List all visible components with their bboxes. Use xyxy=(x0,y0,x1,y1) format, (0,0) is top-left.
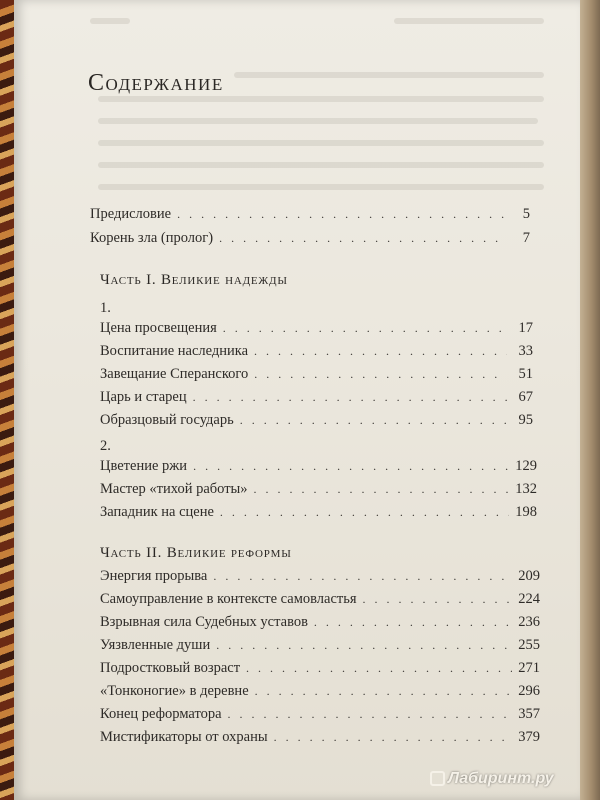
toc-entry xyxy=(100,410,533,430)
leader-dots xyxy=(246,658,512,678)
section-number: 2. xyxy=(100,438,111,454)
toc-entry-page: 132 xyxy=(515,481,537,497)
toc-entry-page: 255 xyxy=(518,637,540,653)
toc-entry xyxy=(100,364,533,384)
toc-entry-label: Предисловие xyxy=(90,206,172,222)
toc-entry-page: 7 xyxy=(522,230,530,246)
toc-entry-prologue xyxy=(90,228,530,248)
toc-entry-page: 236 xyxy=(518,614,540,630)
labirint-logo-icon xyxy=(430,771,445,786)
toc-entry xyxy=(100,727,540,747)
toc-entry-page: 67 xyxy=(518,389,533,405)
toc-entry-label: Образцовый государь xyxy=(100,412,234,428)
toc-entry-label: Мистификаторы от охраны xyxy=(100,729,268,745)
toc-entry-page: 95 xyxy=(518,412,533,428)
toc-entry xyxy=(100,387,533,407)
toc-entry-page: 209 xyxy=(518,568,540,584)
toc-entry-label: Корень зла (пролог) xyxy=(90,230,214,246)
toc-entry xyxy=(100,318,533,338)
toc-entry-label: Западник на сцене xyxy=(100,504,214,520)
toc-entry-page: 33 xyxy=(518,343,533,359)
toc-entry xyxy=(100,658,540,678)
site-watermark: Лабиринт.ру xyxy=(448,770,554,787)
leader-dots xyxy=(223,318,507,338)
toc-entry-page: 129 xyxy=(515,458,537,474)
toc-entry-page: 198 xyxy=(515,504,537,520)
toc-entry-label: «Тонконогие» в деревне xyxy=(100,683,249,699)
toc-entry-label: Завещание Сперанского xyxy=(100,366,249,382)
toc-entry xyxy=(100,502,537,522)
page-title: Содержание xyxy=(88,70,224,96)
leader-dots xyxy=(240,410,507,430)
toc-entry xyxy=(100,341,533,361)
toc-entry-preface xyxy=(90,204,530,224)
toc-entry-label: Цена просвещения xyxy=(100,320,217,336)
toc-entry xyxy=(100,704,540,724)
toc-entry xyxy=(100,479,537,499)
toc-entry xyxy=(100,681,540,701)
toc-entry-label: Воспитание наследника xyxy=(100,343,249,359)
toc-entry xyxy=(100,456,537,476)
toc-entry-page: 271 xyxy=(518,660,540,676)
leader-dots xyxy=(213,566,512,586)
toc-entry-label: Царь и старец xyxy=(100,389,187,405)
leader-dots xyxy=(363,589,513,609)
leader-dots xyxy=(254,479,510,499)
leader-dots xyxy=(193,456,509,476)
toc-entry-label: Подростковый возраст xyxy=(100,660,241,676)
toc-entry-label: Уязвленные души xyxy=(100,637,211,653)
leader-dots xyxy=(193,387,507,407)
leader-dots xyxy=(228,704,513,724)
toc-entry-page: 357 xyxy=(518,706,540,722)
show-through-text xyxy=(14,0,580,210)
toc-entry-label: Энергия прорыва xyxy=(100,568,208,584)
leader-dots xyxy=(219,228,504,248)
toc-entry xyxy=(100,635,540,655)
part-1-heading: Часть I. Великие надежды xyxy=(100,272,288,288)
toc-entry-label: Взрывная сила Судебных уставов xyxy=(100,614,308,630)
toc-entry-page: 224 xyxy=(518,591,540,607)
toc-entry-label: Конец реформатора xyxy=(100,706,222,722)
leader-dots xyxy=(254,364,507,384)
toc-entry xyxy=(100,566,540,586)
leader-dots xyxy=(177,204,504,224)
toc-entry-label: Цветение ржи xyxy=(100,458,188,474)
toc-entry-page: 17 xyxy=(518,320,533,336)
toc-entry-page: 379 xyxy=(518,729,540,745)
leader-dots xyxy=(254,341,507,361)
toc-entry-label: Мастер «тихой работы» xyxy=(100,481,248,497)
toc-entry-page: 296 xyxy=(518,683,540,699)
toc-entry-page: 5 xyxy=(522,206,530,222)
toc-entry-page: 51 xyxy=(518,366,533,382)
section-number: 1. xyxy=(100,300,111,316)
leader-dots xyxy=(220,502,509,522)
page-stack-edge xyxy=(578,0,600,800)
toc-entry xyxy=(100,612,540,632)
toc-entry xyxy=(100,589,540,609)
leader-dots xyxy=(314,612,512,632)
leader-dots xyxy=(274,727,513,747)
leader-dots xyxy=(255,681,513,701)
part-2-heading: Часть II. Великие реформы xyxy=(100,545,292,561)
book-page xyxy=(14,0,580,800)
toc-entry-label: Самоуправление в контексте самовластья xyxy=(100,591,357,607)
leader-dots xyxy=(216,635,512,655)
